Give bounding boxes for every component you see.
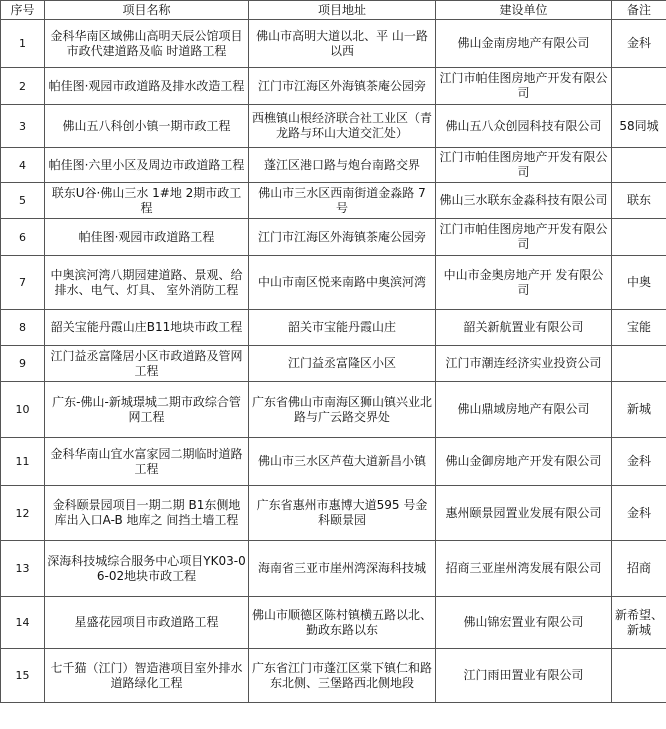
cell-note [612, 649, 666, 703]
table-row [1, 183, 666, 219]
cell-no: 12 [1, 486, 45, 541]
cell-no: 14 [1, 597, 45, 649]
header-address: 项目地址 [249, 1, 436, 20]
cell-developer: 佛山金南房地产有限公司 [436, 20, 612, 68]
header-note: 备注 [612, 1, 666, 20]
cell-developer: 佛山金御房地产开发有限公司 [436, 438, 612, 486]
table-row [1, 541, 666, 597]
cell-no: 3 [1, 105, 45, 148]
cell-name: 联东U谷·佛山三水 1#地 2期市政工程 [45, 183, 249, 219]
cell-address: 广东省江门市蓬江区棠下镇仁和路东北侧、三堡路西北侧地段 [249, 649, 436, 703]
cell-name: 星盛花园项目市政道路工程 [45, 597, 249, 649]
cell-note [612, 148, 666, 183]
cell-note: 联东 [612, 183, 666, 219]
table-row [1, 148, 666, 183]
cell-note: 金科 [612, 486, 666, 541]
cell-name: 金科华南区域佛山高明天辰公馆项目市政代建道路及临 时道路工程 [45, 20, 249, 68]
cell-name: 帕佳图·六里小区及周边市政道路工程 [45, 148, 249, 183]
table-row [1, 310, 666, 346]
cell-note: 中奥 [612, 256, 666, 310]
cell-address: 韶关市宝能丹霞山庄 [249, 310, 436, 346]
table-row [1, 256, 666, 310]
cell-no: 11 [1, 438, 45, 486]
cell-no: 1 [1, 20, 45, 68]
cell-developer: 江门市帕佳图房地产开发有限公司 [436, 68, 612, 105]
cell-developer: 江门市潮连经济实业投资公司 [436, 346, 612, 382]
cell-developer: 中山市金奥房地产开 发有限公司 [436, 256, 612, 310]
cell-name: 金科颐景园项目一期二期 B1东侧地库出入口A-B 地库之 间挡土墙工程 [45, 486, 249, 541]
cell-no: 15 [1, 649, 45, 703]
cell-developer: 江门市帕佳图房地产开发有限公司 [436, 148, 612, 183]
cell-address: 佛山市三水区芦苞大道新昌小镇 [249, 438, 436, 486]
cell-developer: 佛山五八众创园科技有限公司 [436, 105, 612, 148]
cell-address: 蓬江区港口路与炮台南路交界 [249, 148, 436, 183]
cell-name: 广东-佛山-新城璟城二期市政综合管网工程 [45, 382, 249, 438]
table-row [1, 20, 666, 68]
cell-developer: 佛山锦宏置业有限公司 [436, 597, 612, 649]
cell-developer: 韶关新航置业有限公司 [436, 310, 612, 346]
cell-developer: 佛山三水联东金淼科技有限公司 [436, 183, 612, 219]
cell-no: 5 [1, 183, 45, 219]
cell-name: 江门益丞富隆居小区市政道路及管网工程 [45, 346, 249, 382]
cell-address: 江门益丞富隆区小区 [249, 346, 436, 382]
header-no: 序号 [1, 1, 45, 20]
table-row [1, 597, 666, 649]
table-row [1, 105, 666, 148]
table-header-row [1, 1, 666, 20]
table-row [1, 219, 666, 256]
cell-note [612, 68, 666, 105]
table-row [1, 649, 666, 703]
cell-address: 西樵镇山根经济联合社工业区（青龙路与环山大道交汇处） [249, 105, 436, 148]
cell-no: 9 [1, 346, 45, 382]
cell-note: 新希望、新城 [612, 597, 666, 649]
table-row [1, 382, 666, 438]
cell-name: 七千猫（江门）智造港项目室外排水道路绿化工程 [45, 649, 249, 703]
table-row [1, 68, 666, 105]
cell-note: 58同城 [612, 105, 666, 148]
cell-name: 金科华南山宜水富家园二期临时道路工程 [45, 438, 249, 486]
cell-no: 10 [1, 382, 45, 438]
cell-address: 广东省惠州市惠博大道595 号金科颐景园 [249, 486, 436, 541]
cell-address: 江门市江海区外海镇茶庵公园旁 [249, 219, 436, 256]
cell-name: 深海科技城综合服务中心项目YK03-06-02地块市政工程 [45, 541, 249, 597]
cell-note: 宝能 [612, 310, 666, 346]
cell-name: 帕佳图·观园市政道路及排水改造工程 [45, 68, 249, 105]
header-developer: 建设单位 [436, 1, 612, 20]
table-row [1, 486, 666, 541]
table-row [1, 438, 666, 486]
cell-name: 佛山五八科创小镇一期市政工程 [45, 105, 249, 148]
header-name: 项目名称 [45, 1, 249, 20]
cell-address: 海南省三亚市崖州湾深海科技城 [249, 541, 436, 597]
cell-note: 新城 [612, 382, 666, 438]
cell-no: 4 [1, 148, 45, 183]
cell-no: 13 [1, 541, 45, 597]
cell-name: 中奥滨河湾八期园建道路、景观、给排水、电气、灯具、 室外消防工程 [45, 256, 249, 310]
cell-developer: 江门市帕佳图房地产开发有限公司 [436, 219, 612, 256]
cell-address: 佛山市三水区西南街道金淼路 7 号 [249, 183, 436, 219]
cell-no: 2 [1, 68, 45, 105]
cell-address: 广东省佛山市南海区狮山镇兴业北路与广云路交界处 [249, 382, 436, 438]
cell-address: 佛山市顺德区陈村镇横五路以北、勤政东路以东 [249, 597, 436, 649]
cell-developer: 江门雨田置业有限公司 [436, 649, 612, 703]
cell-address: 中山市南区悦来南路中奥滨河湾 [249, 256, 436, 310]
cell-developer: 佛山鼎域房地产有限公司 [436, 382, 612, 438]
cell-note [612, 219, 666, 256]
cell-no: 8 [1, 310, 45, 346]
cell-note: 金科 [612, 20, 666, 68]
cell-developer: 招商三亚崖州湾发展有限公司 [436, 541, 612, 597]
cell-no: 6 [1, 219, 45, 256]
cell-note [612, 346, 666, 382]
cell-developer: 惠州颐景园置业发展有限公司 [436, 486, 612, 541]
cell-name: 韶关宝能丹霞山庄B11地块市政工程 [45, 310, 249, 346]
cell-note: 招商 [612, 541, 666, 597]
cell-note: 金科 [612, 438, 666, 486]
cell-no: 7 [1, 256, 45, 310]
cell-address: 江门市江海区外海镇茶庵公园旁 [249, 68, 436, 105]
table-row [1, 346, 666, 382]
cell-address: 佛山市高明大道以北、平 山一路以西 [249, 20, 436, 68]
cell-name: 帕佳图·观园市政道路工程 [45, 219, 249, 256]
